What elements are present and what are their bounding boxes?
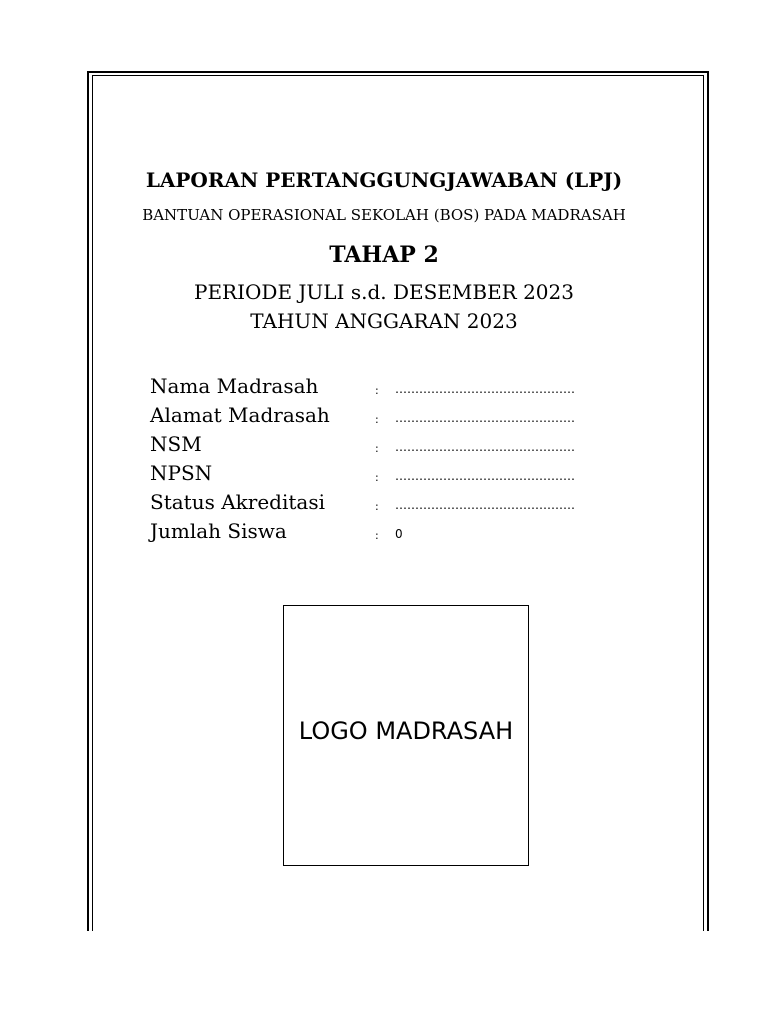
logo-placeholder-box bbox=[283, 605, 529, 866]
madrasah-info-table bbox=[150, 374, 620, 548]
info-row-jumlah-siswa bbox=[150, 519, 620, 548]
info-value: ……………………………………… bbox=[395, 440, 575, 454]
info-separator: : bbox=[375, 413, 379, 426]
info-label: Status Akreditasi bbox=[150, 490, 325, 514]
report-period: PERIODE JULI s.d. DESEMBER 2023 bbox=[194, 280, 574, 304]
info-separator: : bbox=[375, 529, 379, 542]
info-label: Alamat Madrasah bbox=[150, 403, 330, 427]
info-row-nsm bbox=[150, 432, 620, 461]
report-title: LAPORAN PERTANGGUNGJAWABAN (LPJ) bbox=[145, 168, 623, 192]
info-value: ……………………………………… bbox=[395, 498, 575, 512]
info-value: ……………………………………… bbox=[395, 469, 575, 483]
info-value: 0 bbox=[395, 527, 403, 541]
info-label: Jumlah Siswa bbox=[150, 519, 287, 543]
report-phase: TAHAP 2 bbox=[329, 242, 439, 268]
info-row-alamat-madrasah bbox=[150, 403, 620, 432]
info-value: ……………………………………… bbox=[395, 382, 575, 396]
report-fiscal-year: TAHUN ANGGARAN 2023 bbox=[250, 309, 518, 333]
info-separator: : bbox=[375, 471, 379, 484]
info-separator: : bbox=[375, 384, 379, 397]
logo-placeholder-text: LOGO MADRASAH bbox=[298, 716, 514, 745]
info-label: Nama Madrasah bbox=[150, 374, 319, 398]
info-separator: : bbox=[375, 500, 379, 513]
info-row-nama-madrasah bbox=[150, 374, 620, 403]
info-label: NSM bbox=[150, 432, 202, 456]
info-separator: : bbox=[375, 442, 379, 455]
info-value: ……………………………………… bbox=[395, 411, 575, 425]
info-row-status-akreditasi bbox=[150, 490, 620, 519]
report-subtitle: BANTUAN OPERASIONAL SEKOLAH (BOS) PADA MADRASAH bbox=[142, 206, 626, 224]
info-label: NPSN bbox=[150, 461, 213, 485]
info-row-npsn bbox=[150, 461, 620, 490]
